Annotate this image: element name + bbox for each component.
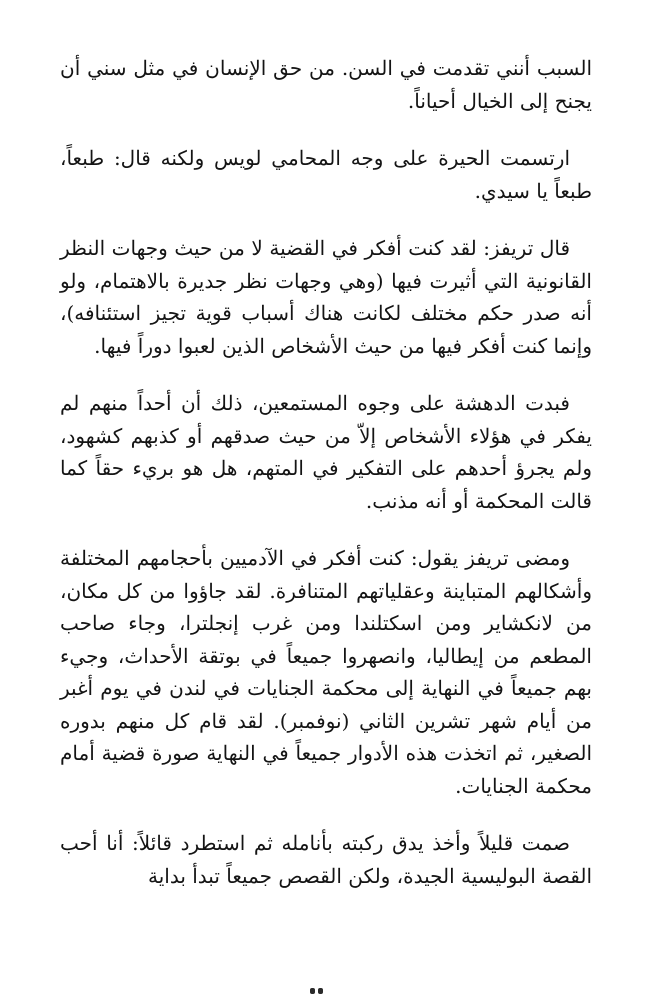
paragraph-1: السبب أنني تقدمت في السن. من حق الإنسان في مثل سني أن يجنح إلى الخيال أحياناً. [60,56,592,113]
paragraph-5: ومضى تريفز يقول: كنت أفكر في الآدميين بأحجامهم المختلفة وأشكالهم المتباينة وعقلياتهم المتنافرة. لقد جاؤوا من كل مكان، من لانكشاير ومن اسكتلندا ومن غرب إنجلترا، وجاء صاحب المطعم من إيطاليا، وانصهروا جميعاً في بوتقة الأحداث، وجيء بهم جميعاً في النهاية إلى محكمة الجنايات في لندن في يوم أغبر من أيام شهر تشرين الثاني (نوفمبر). لقد قام كل منهم بدوره الصغير، ثم اتخذت هذه الأدوار جميعاً في النهاية صورة قضية أمام محكمة الجنايات. [60,546,592,798]
book-page-body [60,52,592,917]
paragraph-3: قال تريفز: لقد كنت أفكر في القضية لا من حيث وجهات النظر القانونية التي أثيرت فيها (وهي وجهات نظر جديرة بالاهتمام، ولو أنه صدر حكم مختلف لكانت هناك أسباب قوية تجيز استئنافه)، وإنما كنت أفكر فيها من حيث الأشخاص الذين لعبوا دوراً فيها. [60,236,592,358]
paragraph-6: صمت قليلاً وأخذ يدق ركبته بأنامله ثم استطرد قائلاً: أنا أحب القصة البوليسية الجيدة، ولكن القصص جميعاً تبدأ بداية [60,831,592,888]
page-number-glyph-fragment [318,988,323,994]
paragraph-4: فبدت الدهشة على وجوه المستمعين، ذلك أن أحداً منهم لم يفكر في هؤلاء الأشخاص إلاّ من حيث صدقهم أو كذبهم كشهود، ولم يجرؤ أحدهم على التفكير في المتهم، هل هو بريء حقاً كما قالت المحكمة أو أنه مذنب. [60,391,592,513]
page-number-cut-off [308,988,326,1000]
page-number-glyph-fragment [310,988,315,994]
paragraph-2: ارتسمت الحيرة على وجه المحامي لويس ولكنه قال: طبعاً، طبعاً يا سيدي. [60,146,592,203]
